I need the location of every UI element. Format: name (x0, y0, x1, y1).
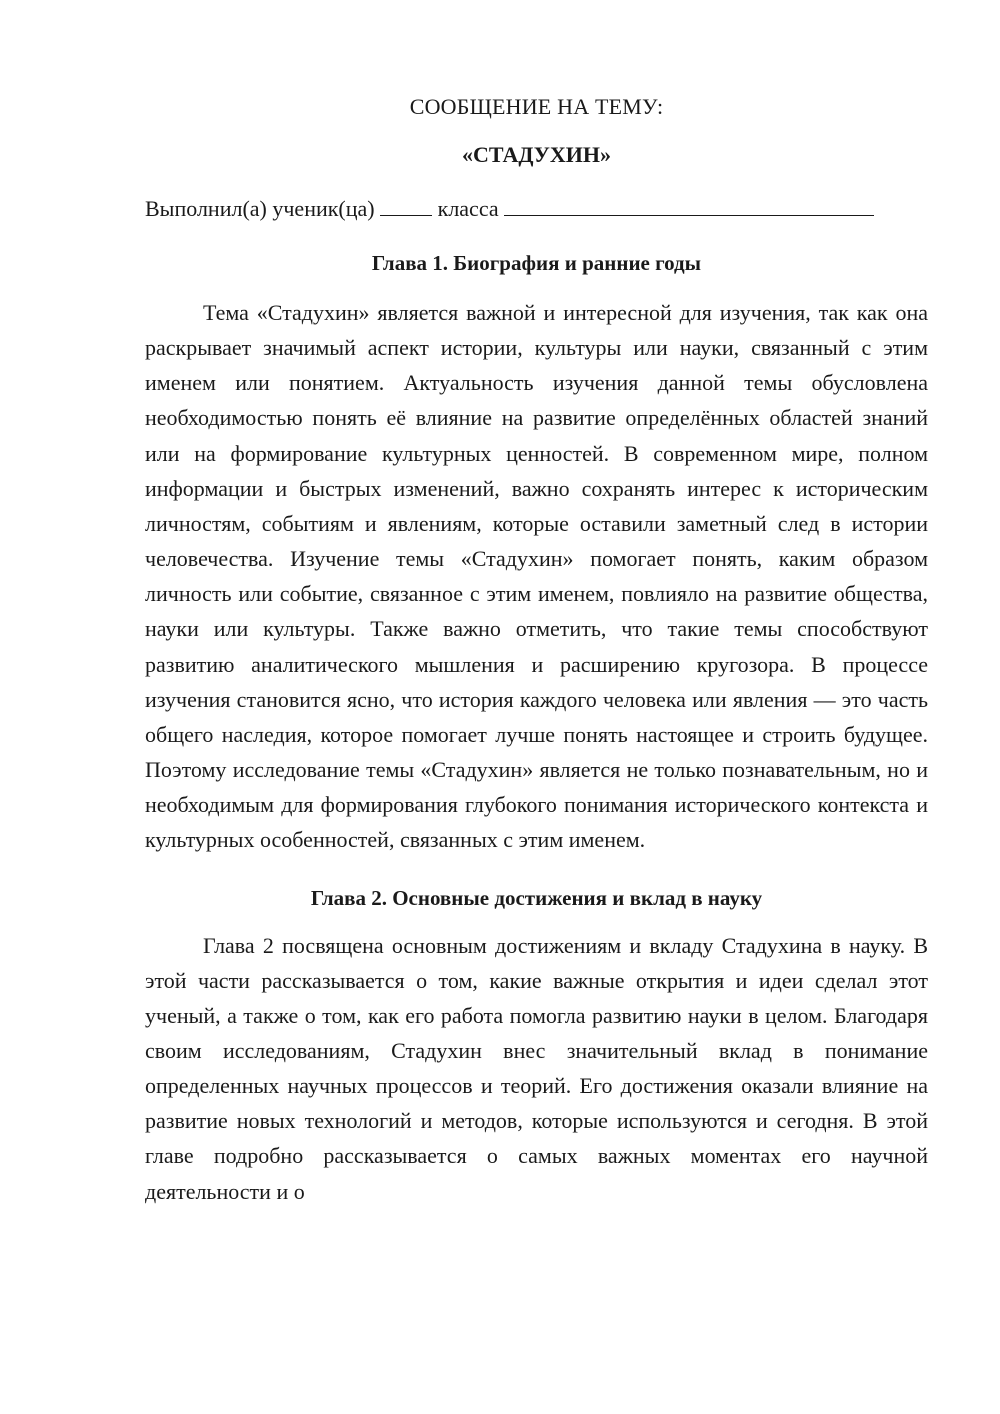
author-line (145, 193, 928, 224)
chapter-2-paragraph: Глава 2 посвящена основным достижениям и вкладу Стадухина в науку. В этой части рассказывается о том, какие важные открытия и идеи сделал этот ученый, а также о том, как его работа помогла развитию науки в целом. Благодаря своим исследованиям, Стадухин внес значительный вклад в понимание определенных научных процессов и теорий. Его достижения оказали влияние на развитие новых технологий и методов, которые используются и сегодня. В этой главе подробно рассказывается о самых важных моментах его научной деятельности и о (145, 932, 928, 1204)
author-prefix: Выполнил(а) ученик(ца) (145, 196, 375, 221)
document-subtitle: «СТАДУХИН» (461, 142, 611, 167)
chapter-2-heading: Глава 2. Основные достижения и вклад в науку (310, 885, 763, 910)
chapter-1-heading: Глава 1. Биография и ранние годы (371, 251, 702, 275)
chapter-1-paragraph: Тема «Стадухин» является важной и интересной для изучения, так как она раскрывает значимый аспект истории, культуры или науки, связанный с этим именем или понятием. Актуальность изучения данной темы обусловлена необходимостью понять её влияние на развитие определённых областей знаний или на формирование культурных ценностей. В современном мире, полном информации и быстрых изменений, важно сохранять интерес к историческим личностям, событиям и явлениям, которые оставили заметный след в истории человечества. Изучение темы «Стадухин» помогает понять, каким образом личность или событие, связанное с этим именем, повлияло на развитие общества, науки или культуры. Также важно отметить, что такие темы способствуют развитию аналитического мышления и расширению кругозора. В процессе изучения становится ясно, что история каждого человека или явления — это часть общего наследия, которое помогает лучше понять настоящее и строить будущее. Поэтому исследование темы «Стадухин» является не только познавательным, но и необходимым для формирования глубокого понимания исторического контекста и культурных особенностей, связанных с этим именем. (145, 300, 928, 853)
class-label: класса (437, 196, 499, 221)
grade-blank (380, 193, 432, 216)
class-name-blank (504, 193, 874, 216)
document-title: СООБЩЕНИЕ НА ТЕМУ: (409, 94, 664, 119)
